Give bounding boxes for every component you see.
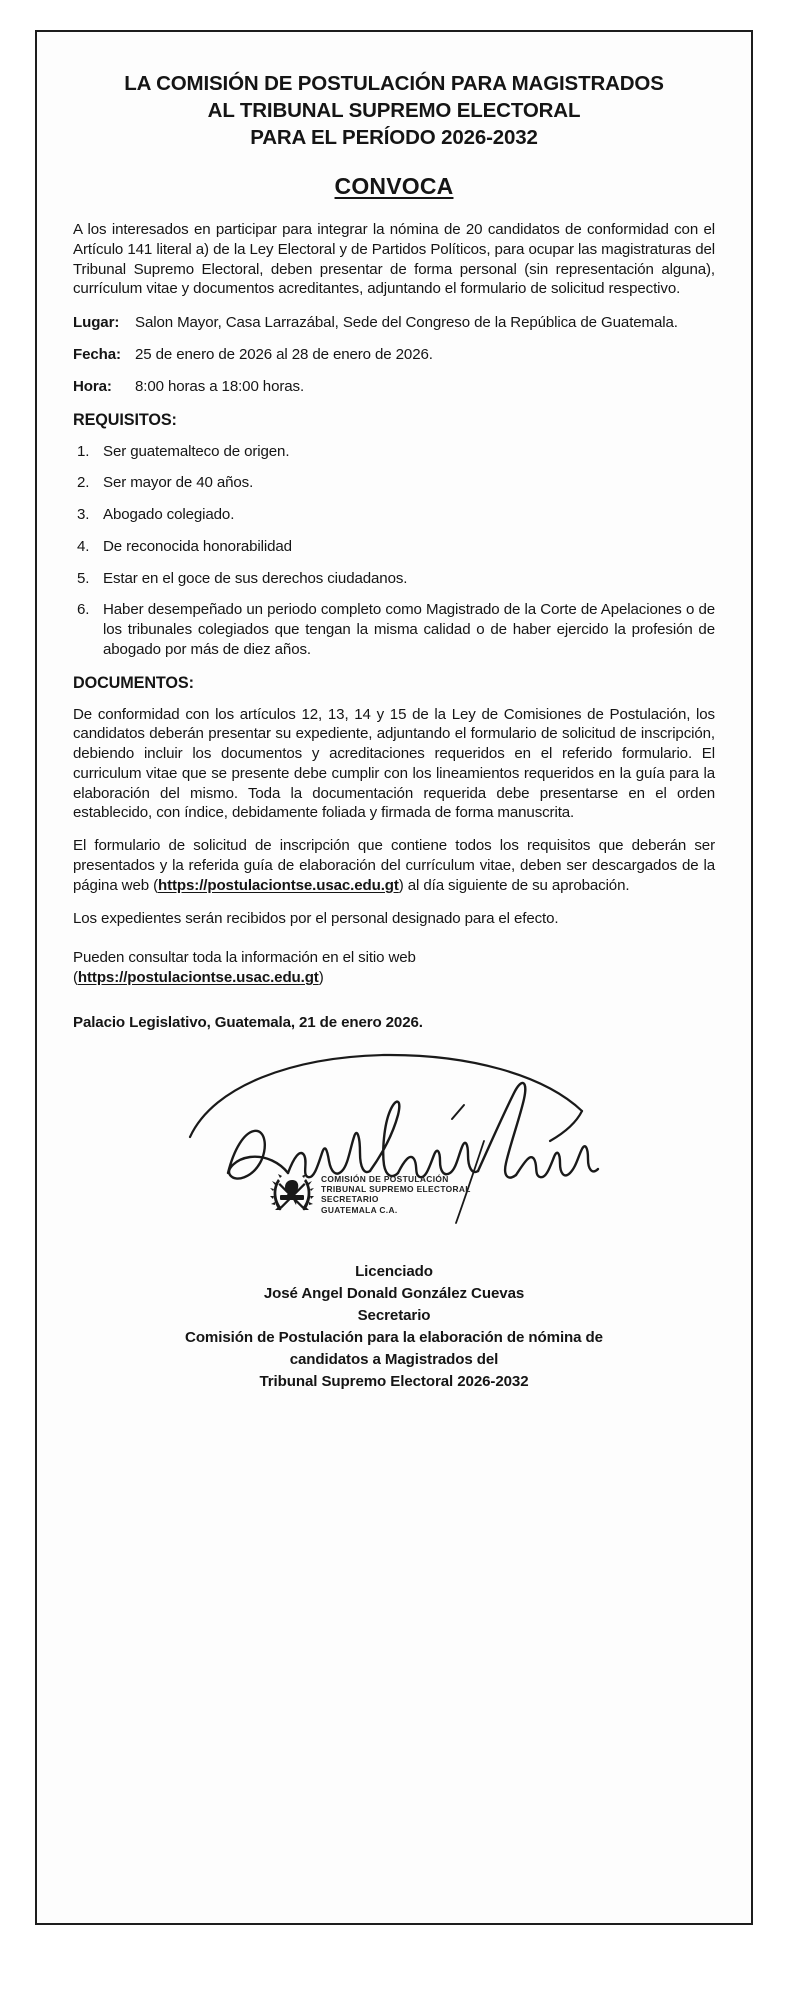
stamp-line-4: GUATEMALA C.A. xyxy=(321,1204,398,1215)
title-line-3: PARA EL PERÍODO 2026-2032 xyxy=(250,126,538,150)
requirements-list xyxy=(73,442,715,660)
list-item-text: Estar en el goce de sus derechos ciudadanos. xyxy=(103,569,408,587)
website-paragraph xyxy=(73,948,715,988)
website-close-paren: ) xyxy=(318,969,324,987)
detail-row-lugar xyxy=(73,313,715,333)
detail-label-hora: Hora: xyxy=(73,377,112,395)
signer-line-1: Licenciado xyxy=(355,1262,433,1280)
list-item xyxy=(73,600,715,659)
list-item-number: 1. xyxy=(77,442,90,460)
documents-paragraph: De conformidad con los artículos 12, 13, 14 y 15 de la Ley de Comisiones de Postulación, los candidatos deberán presentar su expediente, adjuntando el formulario de solicitud de inscripción, debiendo incluir los documentos y acreditaciones requeridos en el referido formulario. El curriculum vitae que se presente debe cumplir con los lineamientos requeridos en la guía para la elaboración del mismo. Toda la documentación requerida debe presentarse en el orden establecido, con índice, debidamente foliada y firmada de forma manuscrita. xyxy=(73,705,715,822)
signer-name: José Angel Donald González Cuevas xyxy=(263,1284,525,1302)
form-paragraph-before-url: El formulario de solicitud de inscripción que contiene todos los requisitos que deberán ser presentados y la referida guía de elaboración del currículum vitae, deben ser descargados de la página web ( xyxy=(73,837,715,894)
official-stamp xyxy=(269,1171,471,1217)
list-item xyxy=(73,442,715,462)
stamp-line-2: TRIBUNAL SUPREMO ELECTORAL xyxy=(321,1184,471,1195)
list-item-number: 4. xyxy=(77,537,90,555)
signer-role: Secretario xyxy=(357,1306,431,1324)
postulacion-website-link-secondary[interactable]: https://postulaciontse.usac.edu.gt xyxy=(77,969,319,987)
convoca-heading: CONVOCA xyxy=(334,173,454,200)
receipt-paragraph: Los expedientes serán recibidos por el personal designado para el efecto. xyxy=(73,909,559,927)
list-item-text: Ser guatemalteco de origen. xyxy=(103,442,290,460)
list-item xyxy=(73,569,715,589)
title-line-2: AL TRIBUNAL SUPREMO ELECTORAL xyxy=(207,99,581,123)
documents-heading: DOCUMENTOS: xyxy=(73,673,194,692)
list-item xyxy=(73,473,715,493)
detail-label-fecha: Fecha: xyxy=(73,345,121,363)
detail-row-hora xyxy=(73,377,715,397)
list-item-number: 2. xyxy=(77,474,90,492)
list-item-number: 3. xyxy=(77,506,90,524)
event-details xyxy=(73,313,715,396)
stamp-line-1: COMISIÓN DE POSTULACIÓN xyxy=(321,1173,449,1184)
page-title xyxy=(73,70,715,151)
form-paragraph-after-url: ) al día siguiente de su aprobación. xyxy=(398,876,630,894)
notice-document xyxy=(35,30,753,1925)
stamp-line-3: SECRETARIO xyxy=(321,1194,379,1205)
convoca-heading-wrap xyxy=(73,173,715,200)
list-item-number: 5. xyxy=(77,569,90,587)
stamp-text xyxy=(321,1171,471,1215)
list-item xyxy=(73,537,715,557)
detail-label-lugar: Lugar: xyxy=(73,314,120,332)
detail-row-fecha xyxy=(73,345,715,365)
list-item-text: Ser mayor de 40 años. xyxy=(103,474,254,492)
place-and-date: Palacio Legislativo, Guatemala, 21 de enero 2026. xyxy=(73,1013,423,1031)
detail-value-lugar: Salon Mayor, Casa Larrazábal, Sede del Congreso de la República de Guatemala. xyxy=(135,314,678,332)
document-content xyxy=(37,32,751,1413)
signer-line-4: Comisión de Postulación para la elaboración de nómina de xyxy=(185,1328,603,1346)
website-paragraph-line1: Pueden consultar toda la información en el sitio web xyxy=(73,949,416,967)
title-line-1: LA COMISIÓN DE POSTULACIÓN PARA MAGISTRADOS xyxy=(124,72,664,95)
form-download-paragraph xyxy=(73,836,715,895)
detail-value-hora: 8:00 horas a 18:00 horas. xyxy=(135,377,305,395)
postulacion-website-link[interactable]: https://postulaciontse.usac.edu.gt xyxy=(158,876,399,894)
requirements-heading: REQUISITOS: xyxy=(73,410,177,429)
list-item-text: De reconocida honorabilidad xyxy=(103,537,292,555)
signer-block xyxy=(73,1261,715,1393)
signer-line-6: Tribunal Supremo Electoral 2026-2032 xyxy=(259,1372,529,1390)
guatemala-coat-of-arms-icon xyxy=(269,1171,315,1217)
list-item-text: Haber desempeñado un periodo completo como Magistrado de la Corte de Apelaciones o de los tribunales colegiados que tengan la misma calidad o de haber ejercido la profesión de abogado por más de diez años. xyxy=(103,601,715,658)
list-item xyxy=(73,505,715,525)
signer-line-5: candidatos a Magistrados del xyxy=(289,1350,499,1368)
detail-value-fecha: 25 de enero de 2026 al 28 de enero de 2026. xyxy=(135,345,433,363)
intro-paragraph: A los interesados en participar para integrar la nómina de 20 candidatos de conformidad con el Artículo 141 literal a) de la Ley Electoral y de Partidos Políticos, para ocupar las magistraturas del Tribunal Supremo Electoral, deben presentar de forma personal (sin representación alguna), currículum vitae y documentos acreditantes, adjuntando el formulario de solicitud respectivo. xyxy=(73,221,715,298)
signature-area xyxy=(73,1045,715,1259)
list-item-number: 6. xyxy=(77,601,90,619)
website-open-paren: ( xyxy=(73,969,78,987)
list-item-text: Abogado colegiado. xyxy=(103,506,235,524)
